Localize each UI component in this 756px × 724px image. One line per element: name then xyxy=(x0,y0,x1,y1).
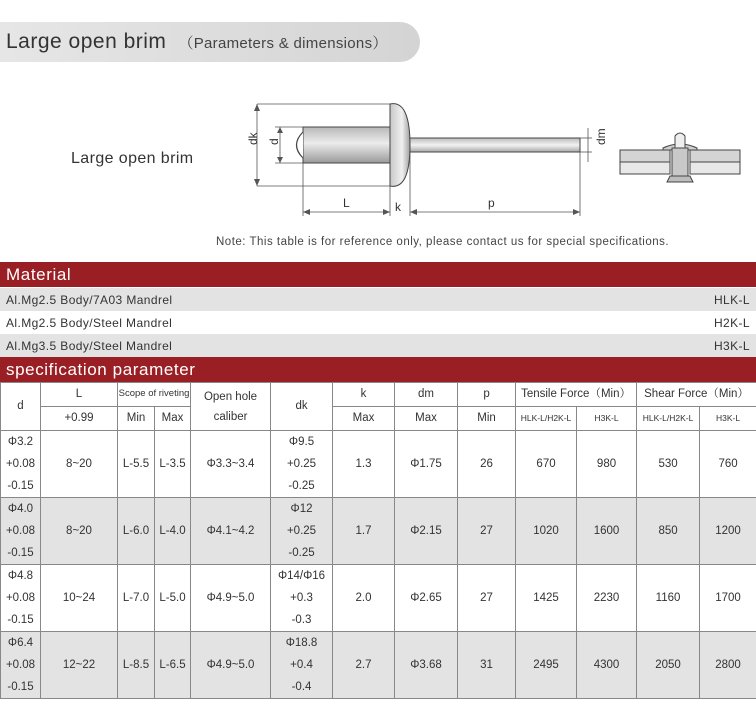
cell-k: 1.3 xyxy=(333,431,395,498)
col-scope-max: Max xyxy=(155,407,191,431)
mandrel-shape xyxy=(405,138,580,152)
cell-min: L-7.0 xyxy=(118,565,155,632)
col-tensile: Tensile Force（Min） xyxy=(516,383,637,407)
table-row xyxy=(1,565,756,632)
cell-L: 12~22 xyxy=(41,632,118,699)
reference-note: Note: This table is for reference only, please contact us for special specifications. xyxy=(216,236,670,248)
material-header: Material xyxy=(0,262,756,287)
material-row xyxy=(0,311,756,334)
cell-min: L-5.5 xyxy=(118,431,155,498)
cell-d: Φ4.0 +0.08 -0.15 xyxy=(1,498,41,565)
cell-dk: Φ12 +0.25 -0.25 xyxy=(271,498,333,565)
material-row xyxy=(0,334,756,357)
cell-shear-a: 2050 xyxy=(637,632,700,699)
cell-tensile-b: 2230 xyxy=(577,565,637,632)
cell-dk: Φ14/Φ16 +0.3 -0.3 xyxy=(271,565,333,632)
material-name: Al.Mg2.5 Body/7A03 Mandrel xyxy=(6,292,173,307)
dk-dim-label: dk xyxy=(246,132,260,145)
col-scope-min: Min xyxy=(118,407,155,431)
L-dim-label: L xyxy=(343,196,350,210)
cell-tensile-b: 4300 xyxy=(577,632,637,699)
d-dim-label: d xyxy=(267,138,281,145)
table-row xyxy=(1,498,756,565)
cell-max: L-3.5 xyxy=(155,431,191,498)
diagram-label: Large open brim xyxy=(71,150,194,167)
col-dm-max: Max xyxy=(395,407,458,431)
cell-hole: Φ4.9~5.0 xyxy=(191,632,271,699)
cell-k: 2.0 xyxy=(333,565,395,632)
cell-tensile-a: 670 xyxy=(516,431,577,498)
col-L-tol: +0.99 xyxy=(41,407,118,431)
cell-max: L-6.5 xyxy=(155,632,191,699)
cell-dk: Φ18.8 +0.4 -0.4 xyxy=(271,632,333,699)
cell-min: L-6.0 xyxy=(118,498,155,565)
col-tensile-b: H3K-L xyxy=(577,407,637,431)
cell-hole: Φ4.9~5.0 xyxy=(191,565,271,632)
table-subheader-row xyxy=(1,407,756,431)
cell-shear-b: 2800 xyxy=(700,632,756,699)
col-L: L xyxy=(41,383,118,407)
material-code: H2K-L xyxy=(713,315,750,330)
mandrel-head-shape xyxy=(297,132,304,158)
cell-shear-b: 1200 xyxy=(700,498,756,565)
table-header-row xyxy=(1,383,756,407)
cell-shear-a: 530 xyxy=(637,431,700,498)
cell-L: 8~20 xyxy=(41,498,118,565)
cell-d: Φ4.8 +0.08 -0.15 xyxy=(1,565,41,632)
spec-header: specification parameter xyxy=(0,357,756,382)
col-dm: dm xyxy=(395,383,458,407)
cell-max: L-4.0 xyxy=(155,498,191,565)
cell-p: 26 xyxy=(458,431,516,498)
page-title: Large open brim xyxy=(6,30,167,53)
cell-shear-b: 760 xyxy=(700,431,756,498)
material-code: H3K-L xyxy=(713,338,750,353)
cell-tensile-a: 1020 xyxy=(516,498,577,565)
cell-k: 2.7 xyxy=(333,632,395,699)
page-subtitle: （Parameters & dimensions） xyxy=(178,34,388,52)
cell-L: 10~24 xyxy=(41,565,118,632)
material-code: HLK-L xyxy=(713,292,750,307)
cell-dm: Φ1.75 xyxy=(395,431,458,498)
cell-shear-a: 1160 xyxy=(637,565,700,632)
cell-p: 31 xyxy=(458,632,516,699)
installed-rivet-diagram xyxy=(615,130,745,190)
cell-tensile-a: 1425 xyxy=(516,565,577,632)
rivet-diagram xyxy=(230,90,610,220)
cell-tensile-a: 2495 xyxy=(516,632,577,699)
cell-k: 1.7 xyxy=(333,498,395,565)
cell-tensile-b: 1600 xyxy=(577,498,637,565)
cell-p: 27 xyxy=(458,498,516,565)
cell-shear-a: 850 xyxy=(637,498,700,565)
table-row xyxy=(1,431,756,498)
material-row xyxy=(0,288,756,311)
cell-dk: Φ9.5 +0.25 -0.25 xyxy=(271,431,333,498)
cell-tensile-b: 980 xyxy=(577,431,637,498)
cell-dm: Φ2.65 xyxy=(395,565,458,632)
col-scope: Scope of riveting xyxy=(118,383,191,407)
col-p-min: Min xyxy=(458,407,516,431)
title-bar xyxy=(0,22,420,62)
p-dim-label: p xyxy=(488,196,495,210)
cell-min: L-8.5 xyxy=(118,632,155,699)
cell-dm: Φ3.68 xyxy=(395,632,458,699)
material-name: Al.Mg3.5 Body/Steel Mandrel xyxy=(6,338,173,353)
cell-L: 8~20 xyxy=(41,431,118,498)
col-d: d xyxy=(1,383,41,431)
k-dim-label: k xyxy=(395,200,401,214)
rivet-body-shape xyxy=(303,127,398,163)
cell-shear-b: 1700 xyxy=(700,565,756,632)
dm-dim-label: dm xyxy=(594,128,608,145)
cell-hole: Φ4.1~4.2 xyxy=(191,498,271,565)
col-p: p xyxy=(458,383,516,407)
spec-table xyxy=(0,382,756,699)
cell-d: Φ3.2 +0.08 -0.15 xyxy=(1,431,41,498)
material-name: Al.Mg2.5 Body/Steel Mandrel xyxy=(6,315,173,330)
cell-hole: Φ3.3~3.4 xyxy=(191,431,271,498)
col-shear-b: H3K-L xyxy=(700,407,756,431)
rivet-head-shape xyxy=(390,104,410,187)
cell-d: Φ6.4 +0.08 -0.15 xyxy=(1,632,41,699)
col-dk: dk xyxy=(271,383,333,431)
col-shear: Shear Force（Min） xyxy=(637,383,756,407)
col-k: k xyxy=(333,383,395,407)
col-k-max: Max xyxy=(333,407,395,431)
cell-p: 27 xyxy=(458,565,516,632)
col-shear-a: HLK-L/H2K-L xyxy=(637,407,700,431)
cell-dm: Φ2.15 xyxy=(395,498,458,565)
col-tensile-a: HLK-L/H2K-L xyxy=(516,407,577,431)
table-row xyxy=(1,632,756,699)
cell-max: L-5.0 xyxy=(155,565,191,632)
col-open-hole: Open hole caliber xyxy=(191,383,271,431)
